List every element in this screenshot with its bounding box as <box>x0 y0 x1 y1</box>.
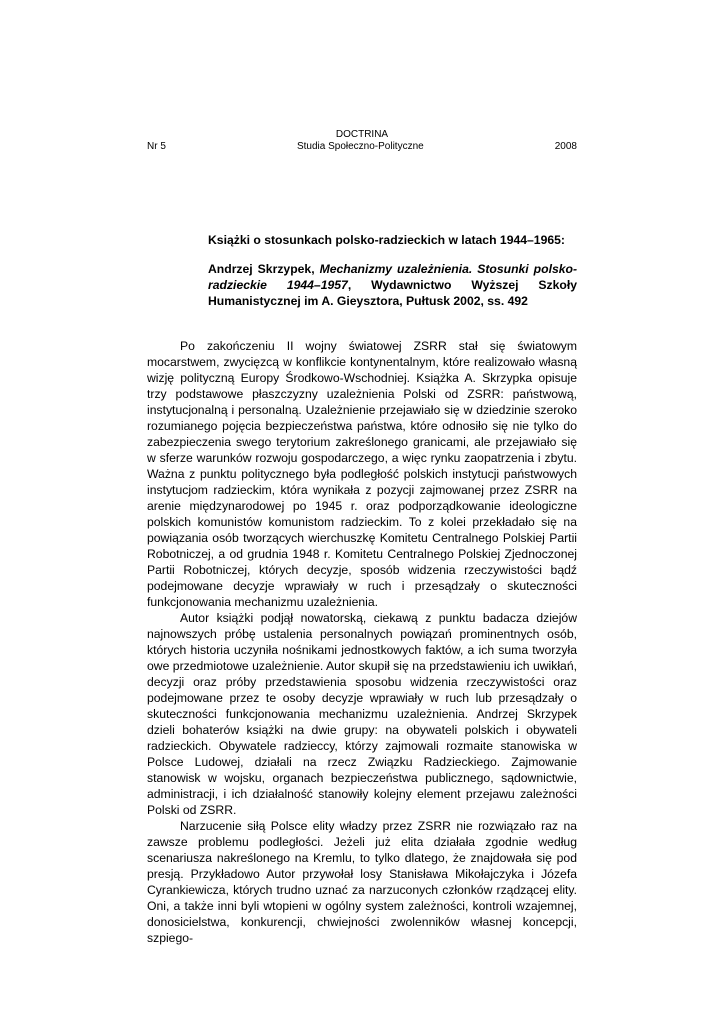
issue-number: Nr 5 <box>147 141 166 152</box>
header-row <box>147 141 577 153</box>
paragraph: Po zakończeniu II wojny światowej ZSRR stał się światowym mocarstwem, zwycięzcą w konflikcie kontynentalnym, które realizowało własną wizję polityczną Europy Środkowo-Wschodniej. Książka A. Skrzypka opisuje trzy podstawowe płaszczyzny uzależnienia Polski od ZSRR: państwową, instytucjonalną i personalną. Uzależnienie przejawiało się w dziedzinie szeroko rozumianego pojęcia bezpieczeństwa państwa, które odnosiło się nie tylko do zabezpieczenia swego terytorium zakreślonego granicami, ale przejawiało się w sferze warunków rozwoju gospodarczego, a więc rynku zaopatrzenia i zbytu. Ważna z punktu politycznego była podległość polskich instytucji państwowych instytucjom radzieckim, która wynikała z pozycji zajmowanej przez ZSRR na arenie międzynarodowej po 1945 r. oraz podporządkowanie ideologiczne polskich komunistów komunistom radzieckim. To z kolei przekładało się na powiązania osób tworzących wierchuszkę Komitetu Centralnego Polskiej Partii Robotniczej, a od grudnia 1948 r. Komitetu Centralnego Polskiej Zjednoczonej Partii Robotniczej, których decyzje, sposób widzenia rzeczywistości bądź podejmowane decyzje wprawiały w ruch i przesądzały o skuteczności funkcjonowania mechanizmu uzależnienia. <box>147 339 577 609</box>
review-heading: Książki o stosunkach polsko-radzieckich w latach 1944–1965: <box>208 233 565 247</box>
journal-name: DOCTRINA <box>335 129 389 140</box>
paragraph: Autor książki podjął nowatorską, ciekawą z punktu badacza dziejów najnowszych próbę ustalenia personalnych powiązań prominentnych osób, których historia uczyniła nośnikami jednostkowych faktów, a ich suma tworzyła owe przedmiotowe uzależnienie. Autor skupił się na przedstawieniu ich uwikłań, decyzji oraz próby przedstawienia sposobu widzenia rzeczywistości oraz podejmowane przez te osoby decyzje wprawiały w ruch lub przesądzały o skuteczności funkcjonowania mechanizmu uzależnienia. Andrzej Skrzypek dzieli bohaterów książki na dwie grupy: na obywateli polskich i obywateli radzieckich. Obywatele radzieccy, którzy zajmowali rozmaite stanowiska w Polsce Ludowej, działali na rzecz Związku Radzieckiego. Zajmowanie stanowisk w wojsku, organach bezpieczeństwa publicznego, sądownictwie, administracji, i ich działalność stanowiły kolejny element przejawu zależności Polski od ZSRR. <box>147 611 577 817</box>
journal-subtitle: Studia Społeczno-Polityczne <box>296 141 424 152</box>
review-body <box>147 338 577 946</box>
running-header <box>147 129 577 153</box>
book-citation <box>208 261 577 309</box>
book-title: Mechanizmy uzależnienia. Stosunki polsko-radzieckie 1944–1957 <box>208 262 578 292</box>
publication-year: 2008 <box>554 141 577 152</box>
book-publisher: , Wydawnictwo Wyższej Szkoły Humanistycznej im A. Gieysztora, Pułtusk 2002, ss. 492 <box>208 278 577 308</box>
paragraph: Narzucenie siłą Polsce elity władzy przez ZSRR nie rozwiązało raz na zawsze problemu podległości. Jeżeli już elita działała zgodnie według scenariusza nakreślonego na Kremlu, to tylko dlatego, że znajdowała się pod presją. Przykładowo Autor przywołał losy Stanisława Mikołajczyka i Józefa Cyrankiewicza, których trudno uznać za narzuconych członków rządzącej elity. Oni, a także inni byli wtopieni w ogólny system zależności, kontroli wzajemnej, donosicielstwa, konkurencji, chwiejności zwolenników własnej koncepcji, szpiego- <box>147 819 577 945</box>
article-content <box>147 232 577 946</box>
book-author: Andrzej Skrzypek, <box>208 262 320 276</box>
